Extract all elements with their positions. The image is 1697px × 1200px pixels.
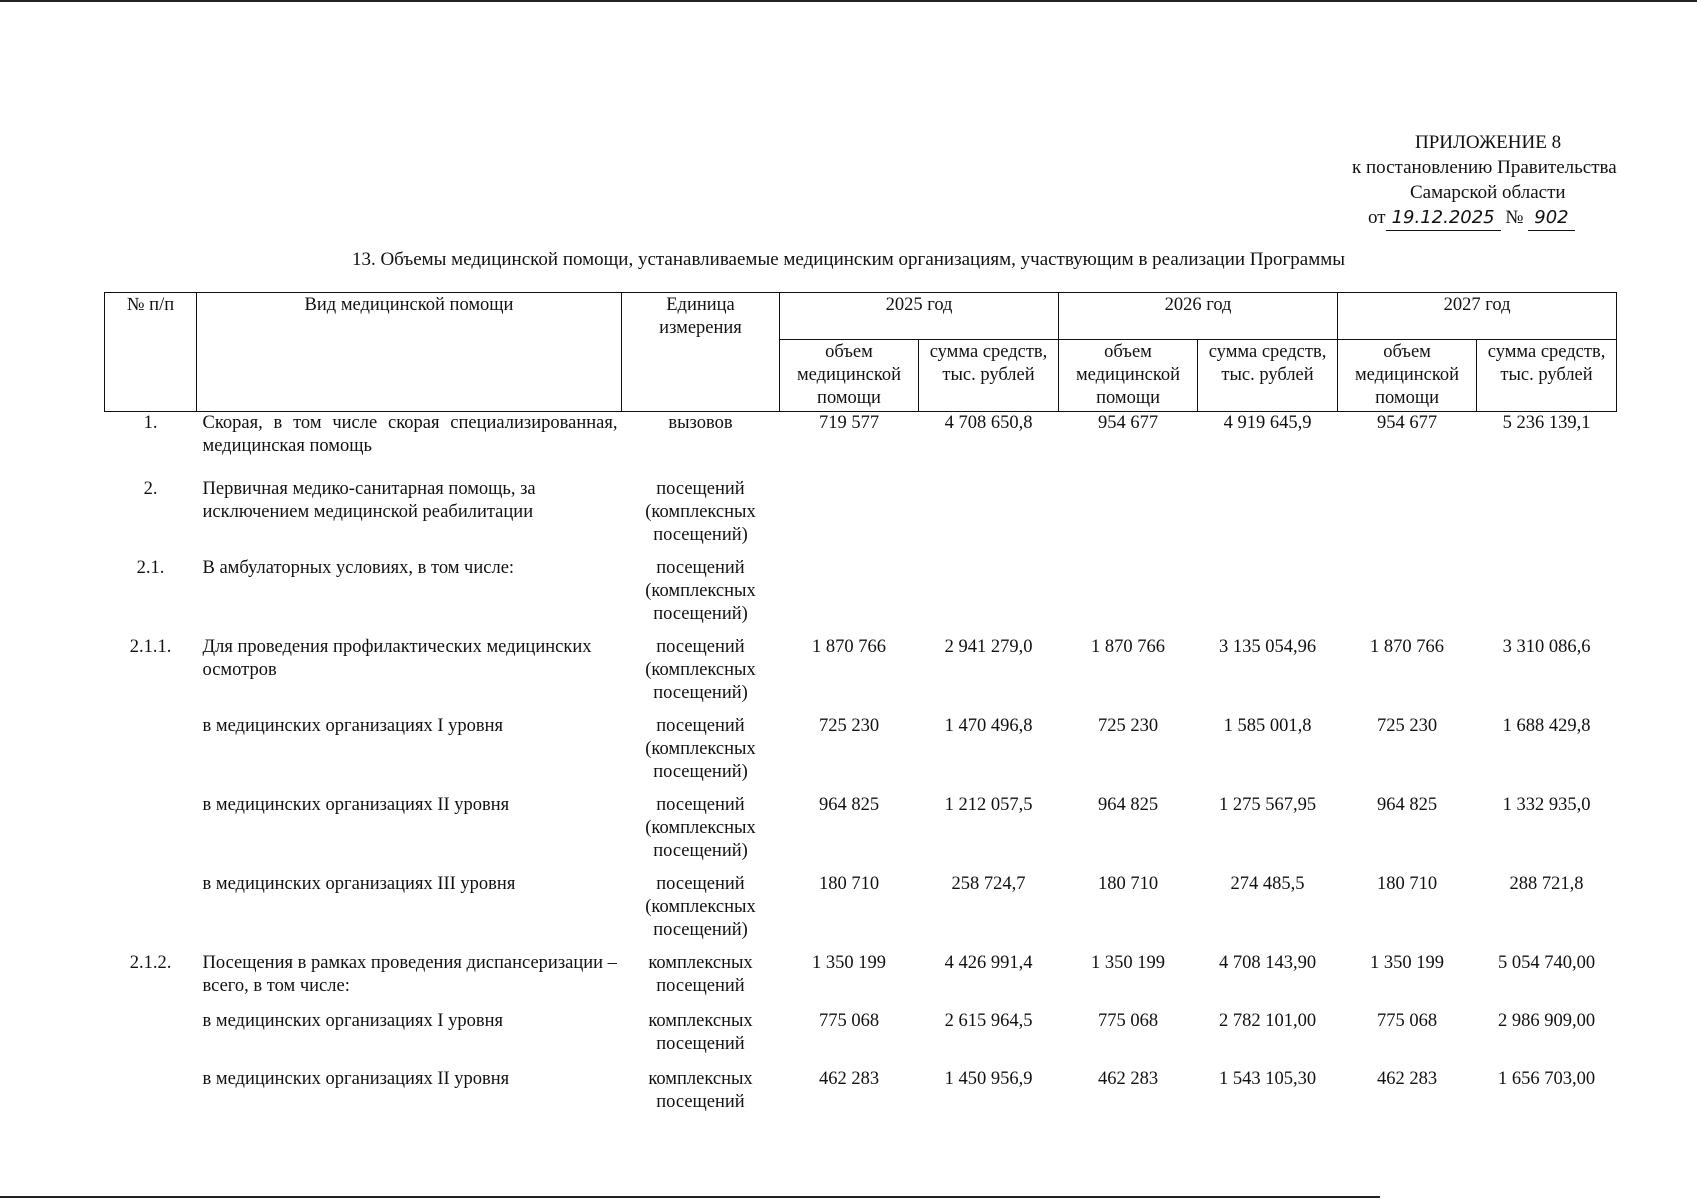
sum-2025: 1 212 057,5 — [944, 794, 1033, 815]
appendix-region: Самарской области — [1410, 182, 1566, 203]
row-unit: посещений (комплексных посещений) — [645, 557, 756, 624]
volume-2026: 725 230 — [1097, 715, 1159, 736]
appendix-block — [1330, 130, 1650, 231]
number-prefix: № — [1505, 207, 1524, 228]
row-kind: Первичная медико-санитарная помощь, за исключением медицинской реабилитации — [202, 478, 536, 522]
header-unit: Единица измерения — [622, 293, 780, 412]
volume-2025: 462 283 — [818, 1068, 880, 1089]
scan-border-top — [0, 0, 1697, 2]
volume-2026: 462 283 — [1097, 1068, 1159, 1089]
header-year-2027: 2027 год — [1338, 293, 1617, 340]
volume-2026: 775 068 — [1097, 1010, 1159, 1031]
volume-2027: 1 350 199 — [1370, 952, 1445, 973]
row-unit: комплексных посещений — [648, 952, 753, 996]
header-volume: объем медицинской помощи — [1059, 340, 1198, 412]
volume-2027: 1 870 766 — [1370, 636, 1445, 657]
row-kind: в медицинских организациях II уровня — [202, 794, 510, 815]
volume-2025: 1 870 766 — [812, 636, 886, 657]
sum-2026: 1 275 567,95 — [1218, 794, 1317, 815]
volume-2027: 725 230 — [1376, 715, 1438, 736]
sum-2027: 3 310 086,6 — [1502, 636, 1591, 657]
table-row — [105, 478, 1617, 557]
sum-2026: 274 485,5 — [1230, 873, 1305, 894]
handwritten-date: 19.12.2025 — [1386, 205, 1501, 231]
sum-2026 — [1198, 557, 1338, 636]
row-unit: вызовов — [668, 413, 733, 433]
volume-2026: 964 825 — [1097, 794, 1159, 815]
header-sum: сумма средств, тыс. рублей — [1198, 340, 1338, 412]
table-row — [105, 557, 1617, 636]
sum-2025: 4 708 650,8 — [944, 413, 1033, 433]
volume-2026 — [1059, 478, 1198, 557]
volume-2025: 719 577 — [818, 413, 880, 433]
sum-2025: 258 724,7 — [951, 873, 1026, 894]
document-title: 13. Объемы медицинской помощи, устанавливаемые медицинским организациям, участвующим в реализации Программы — [351, 249, 1346, 270]
header-sum: сумма средств, тыс. рублей — [919, 340, 1059, 412]
sum-2025: 1 470 496,8 — [944, 715, 1033, 736]
sum-2027 — [1477, 557, 1617, 636]
table-row — [105, 1068, 1617, 1126]
volume-2026: 1 870 766 — [1091, 636, 1166, 657]
volume-2027: 462 283 — [1376, 1068, 1438, 1089]
volume-2025 — [780, 557, 919, 636]
table-row — [105, 794, 1617, 873]
sum-2026: 4 919 645,9 — [1223, 413, 1312, 433]
sum-2026: 1 543 105,30 — [1218, 1068, 1317, 1089]
row-number: 2.1.1. — [129, 636, 172, 657]
volume-2026: 1 350 199 — [1091, 952, 1166, 973]
sum-2027: 288 721,8 — [1509, 873, 1584, 894]
sum-2026: 4 708 143,90 — [1218, 952, 1317, 973]
volumes-table — [104, 292, 1617, 1126]
volume-2027 — [1338, 557, 1477, 636]
sum-2027: 1 656 703,00 — [1497, 1068, 1596, 1089]
row-kind: в медицинских организациях I уровня — [202, 1010, 504, 1031]
table-row — [105, 715, 1617, 794]
volume-2026: 954 677 — [1097, 413, 1159, 433]
row-number — [105, 1068, 197, 1126]
sum-2027: 2 986 909,00 — [1497, 1010, 1596, 1031]
row-number: 1. — [143, 413, 158, 433]
sum-2027: 5 054 740,00 — [1497, 952, 1596, 973]
sum-2026: 3 135 054,96 — [1218, 636, 1317, 657]
table-row — [105, 412, 1617, 478]
header-volume: объем медицинской помощи — [780, 340, 919, 412]
sum-2025: 2 941 279,0 — [944, 636, 1033, 657]
row-number: 2.1. — [136, 557, 165, 578]
date-prefix: от — [1368, 207, 1386, 228]
sum-2026 — [1198, 478, 1338, 557]
appendix-number: ПРИЛОЖЕНИЕ 8 — [1415, 132, 1562, 153]
volume-2027: 964 825 — [1376, 794, 1438, 815]
table-row — [105, 952, 1617, 1010]
table-row — [105, 873, 1617, 952]
sum-2025: 2 615 964,5 — [944, 1010, 1033, 1031]
table-row — [105, 1010, 1617, 1068]
scan-border-bottom — [0, 1196, 1380, 1198]
header-year-2026: 2026 год — [1059, 293, 1338, 340]
volume-2027: 954 677 — [1376, 413, 1438, 433]
volume-2025: 725 230 — [818, 715, 880, 736]
sum-2026: 2 782 101,00 — [1218, 1010, 1317, 1031]
row-unit: посещений (комплексных посещений) — [645, 478, 756, 545]
sum-2027 — [1477, 478, 1617, 557]
row-number: 2. — [143, 478, 158, 499]
sum-2025: 4 426 991,4 — [944, 952, 1033, 973]
row-kind: в медицинских организациях I уровня — [202, 715, 504, 736]
row-number — [105, 1010, 197, 1068]
volume-2025: 1 350 199 — [812, 952, 886, 973]
header-row-1 — [105, 293, 1617, 340]
row-kind: В амбулаторных условиях, в том числе: — [202, 557, 515, 578]
row-number — [105, 715, 197, 794]
row-number — [105, 794, 197, 873]
appendix-resolution: к постановлению Правительства — [1352, 157, 1617, 178]
row-number: 2.1.2. — [129, 952, 172, 973]
row-number — [105, 873, 197, 952]
volume-2025: 964 825 — [818, 794, 880, 815]
row-unit: комплексных посещений — [648, 1010, 753, 1054]
row-kind: в медицинских организациях II уровня — [202, 1068, 510, 1089]
volume-2027 — [1338, 478, 1477, 557]
sum-2025: 1 450 956,9 — [944, 1068, 1033, 1089]
sum-2026: 1 585 001,8 — [1223, 715, 1312, 736]
header-volume: объем медицинской помощи — [1338, 340, 1477, 412]
sum-2027: 1 688 429,8 — [1502, 715, 1591, 736]
row-unit: посещений (комплексных посещений) — [645, 715, 756, 782]
header-year-2025: 2025 год — [780, 293, 1059, 340]
volume-2027: 775 068 — [1376, 1010, 1438, 1031]
volume-2027: 180 710 — [1376, 873, 1438, 894]
row-kind: в медицинских организациях III уровня — [202, 873, 516, 894]
sum-2025 — [919, 557, 1059, 636]
row-unit: комплексных посещений — [648, 1068, 753, 1112]
appendix-date-line — [1330, 205, 1650, 231]
volume-2025 — [780, 478, 919, 557]
table-row — [105, 636, 1617, 715]
sum-2027: 1 332 935,0 — [1502, 794, 1591, 815]
header-sum: сумма средств, тыс. рублей — [1477, 340, 1617, 412]
row-kind: Для проведения профилактических медицинских осмотров — [202, 636, 592, 680]
sum-2025 — [919, 478, 1059, 557]
row-kind: Скорая, в том числе скорая специализированная, медицинская помощь — [202, 413, 618, 456]
volume-2026 — [1059, 557, 1198, 636]
header-kind: Вид медицинской помощи — [197, 293, 622, 412]
header-num: № п/п — [105, 293, 197, 412]
volume-2026: 180 710 — [1097, 873, 1159, 894]
volume-2025: 775 068 — [818, 1010, 880, 1031]
row-unit: посещений (комплексных посещений) — [645, 873, 756, 940]
sum-2027: 5 236 139,1 — [1502, 413, 1591, 433]
volume-2025: 180 710 — [818, 873, 880, 894]
row-kind: Посещения в рамках проведения диспансеризации – всего, в том числе: — [202, 952, 617, 996]
row-unit: посещений (комплексных посещений) — [645, 636, 756, 703]
row-unit: посещений (комплексных посещений) — [645, 794, 756, 861]
handwritten-number: 902 — [1528, 205, 1574, 231]
